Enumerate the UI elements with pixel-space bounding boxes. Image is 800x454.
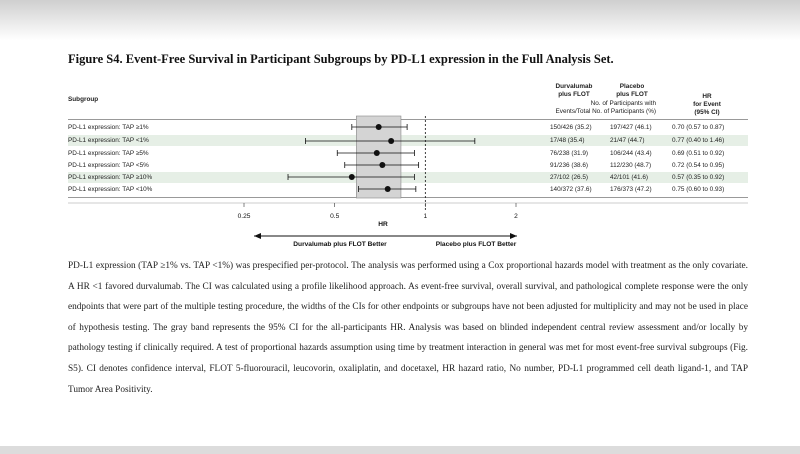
x-tick-label: 0.5 <box>330 213 340 220</box>
events-header: No. of Participants with Events/Total No. of Participants (%) <box>555 100 656 115</box>
bottom-shade <box>0 446 800 454</box>
x-tick-label: 1 <box>423 213 428 220</box>
placebo-header: Placebo plus FLOT <box>616 83 648 98</box>
figure-title: Figure S4. Event-Free Survival in Participant Subgroups by PD-L1 expression in the Full Analysis Set. <box>68 52 614 66</box>
x-tick-label: 0.25 <box>237 213 251 220</box>
footnote: PD-L1 expression (TAP ≥1% vs. TAP <1%) was prespecified per-protocol. The analysis was performed using a Cox proportional hazards model with treatment as the only covariate. A HR <1 favored durvalumab. The CI was calculated using a profile likelihood approach. As event-free survival, overall survival, and pathological complete response were the only endpoints that were part of the multiple testing procedure, the widths of the CIs for other endpoints or subgroups have not been adjusted for multiplicity and may not be used in place of hypothesis testing. The gray band represents the 95% CI for the all-participants HR. Analysis was based on blinded independent central review assessment and/or locally by pathology testing if clinically required. A test of proportional hazards assumption using time by treatment interaction in general was met for most event-free survival subgroups (Fig. S5). CI denotes confidence interval, FLOT 5-fluorouracil, leucovorin, oxaliplatin, and docetaxel, HR hazard ratio, No number, PD-L1 programmed cell death ligand-1, and TAP Tumor Area Positivity. <box>68 261 748 395</box>
row-label: PD-L1 expression: TAP ≥1% <box>68 124 149 131</box>
hr-point <box>376 124 382 130</box>
durva-header: Durvalumab plus FLOT <box>555 83 593 98</box>
row-label: PD-L1 expression: TAP <1% <box>68 137 149 144</box>
hr-value: 0.70 (0.57 to 0.87) <box>672 124 725 131</box>
durva-events: 27/102 (26.5) <box>550 174 589 181</box>
placebo-events: 112/230 (48.7) <box>610 162 652 169</box>
row-label: PD-L1 expression: TAP <10% <box>68 186 153 193</box>
hr-point <box>385 186 391 192</box>
x-tick-label: 2 <box>514 213 518 220</box>
durva-events: 91/236 (38.6) <box>550 162 589 169</box>
placebo-events: 197/427 (46.1) <box>610 124 652 131</box>
row-label: PD-L1 expression: TAP <5% <box>68 162 149 169</box>
durva-events: 150/426 (35.2) <box>550 124 592 131</box>
arrow-left-head <box>254 233 261 239</box>
durva-events: 140/372 (37.6) <box>550 186 592 193</box>
placebo-events: 176/373 (47.2) <box>610 186 652 193</box>
hr-value: 0.75 (0.60 to 0.93) <box>672 186 725 193</box>
subgroup-header: Subgroup <box>68 96 99 103</box>
row-label: PD-L1 expression: TAP ≥5% <box>68 150 149 157</box>
row-label: PD-L1 expression: TAP ≥10% <box>68 174 153 181</box>
hr-header: HR for Event (95% CI) <box>693 93 721 116</box>
favors-durvalumab-label: Durvalumab plus FLOT Better <box>293 241 387 248</box>
hr-value: 0.72 (0.54 to 0.95) <box>672 162 725 169</box>
hr-value: 0.57 (0.35 to 0.92) <box>672 174 725 181</box>
placebo-events: 106/244 (43.4) <box>610 150 652 157</box>
hr-value: 0.69 (0.51 to 0.92) <box>672 150 725 157</box>
arrow-right-head <box>510 233 517 239</box>
hr-point <box>379 162 385 168</box>
hr-point <box>374 150 380 156</box>
axis-layer <box>68 116 748 239</box>
hr-point <box>349 174 355 180</box>
durva-events: 76/238 (31.9) <box>550 150 589 157</box>
hr-point <box>388 138 394 144</box>
placebo-events: 42/101 (41.6) <box>610 174 649 181</box>
durva-events: 17/48 (35.4) <box>550 137 585 144</box>
hr-value: 0.77 (0.40 to 1.46) <box>672 137 725 144</box>
axis-label: HR <box>378 221 388 228</box>
favors-placebo-label: Placebo plus FLOT Better <box>435 241 517 248</box>
placebo-events: 21/47 (44.7) <box>610 137 645 144</box>
